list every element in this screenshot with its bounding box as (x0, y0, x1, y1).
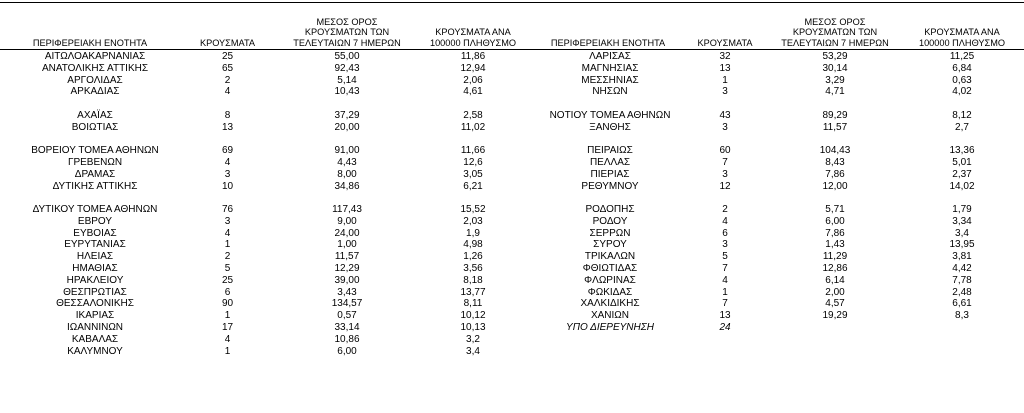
cell-per100k: 3,05 (463, 168, 483, 180)
cell-avg7: 55,00 (334, 51, 360, 62)
cell-avg7: 11,57 (822, 121, 848, 133)
table-top-rule (0, 2, 1024, 3)
cell-avg7: 7,86 (825, 168, 845, 180)
header-avg7-line2: ΚΡΟΥΣΜΑΤΩΝ ΤΩΝ (792, 27, 878, 37)
cell-avg7: 39,00 (334, 274, 360, 286)
header-per100k-left (414, 4, 532, 48)
cell-avg7: 10,43 (334, 86, 360, 98)
cell-per100k: 11,02 (460, 121, 486, 133)
cell-per100k: 2,03 (463, 215, 483, 227)
cell-region: ΑΡΚΑΔΙΑΣ (70, 86, 120, 98)
cell-region: ΘΕΣΠΡΩΤΙΑΣ (63, 286, 127, 298)
cell-cases: 1 (722, 286, 728, 298)
cell-cases: 7 (722, 263, 728, 275)
cell-per100k: 11,86 (460, 51, 486, 62)
cell-per100k: 11,66 (460, 145, 486, 157)
cell-cases: 4 (722, 274, 728, 286)
cell-region: ΑΧΑΪΑΣ (77, 109, 113, 121)
cell-avg7: 89,29 (822, 109, 848, 121)
cell-cases: 25 (221, 51, 234, 62)
cell-per100k: 5,01 (952, 157, 972, 169)
cell-avg7: 33,14 (334, 321, 360, 333)
cell-avg7: 4,71 (825, 86, 845, 98)
cell-region: ΡΟΔΟΠΗΣ (585, 204, 635, 216)
header-per100k-right (903, 4, 1021, 48)
cell-cases: 60 (719, 145, 731, 157)
cell-per100k: 10,13 (460, 321, 486, 333)
cell-region: ΗΡΑΚΛΕΙΟΥ (66, 274, 124, 286)
header-region-left (0, 4, 180, 48)
cell-cases: 6 (224, 286, 231, 298)
cell-per100k: 6,61 (952, 298, 972, 310)
cell-per100k: 12,94 (460, 62, 486, 74)
cell-per100k: 12,6 (463, 157, 483, 169)
cell-per100k: 6,84 (952, 62, 972, 74)
cell-avg7: 5,14 (337, 74, 357, 86)
cell-cases: 13 (719, 310, 731, 322)
cell-avg7: 8,43 (825, 157, 845, 169)
cell-cases: 1 (224, 310, 231, 322)
cell-avg7: 12,29 (334, 263, 360, 275)
cell-region: ΗΜΑΘΙΑΣ (72, 263, 118, 275)
cell-avg7: 11,29 (822, 251, 848, 263)
cell-cases: 2 (224, 251, 231, 263)
cell-per100k: 3,56 (463, 263, 483, 275)
cell-region: ΤΡΙΚΑΛΩΝ (584, 251, 636, 263)
cell-per100k: 3,4 (466, 345, 480, 357)
cell-cases: 3 (722, 239, 728, 251)
cell-region: ΑΝΑΤΟΛΙΚΗΣ ΑΤΤΙΚΗΣ (41, 62, 149, 74)
cell-region: ΔΥΤΙΚΗΣ ΑΤΤΙΚΗΣ (52, 180, 138, 192)
cell-avg7: 19,29 (822, 310, 848, 322)
cell-avg7: 10,86 (334, 333, 360, 345)
cell-region: ΞΑΝΘΗΣ (589, 121, 631, 133)
cell-cases: 25 (221, 274, 234, 286)
cell-per100k: 10,12 (460, 310, 486, 322)
cell-per100k: 7,78 (952, 274, 972, 286)
cell-cases: 32 (719, 51, 731, 62)
cell-avg7: 104,43 (819, 145, 851, 157)
cell-per100k: 4,98 (463, 239, 483, 251)
cell-per100k: 2,37 (952, 168, 972, 180)
cell-per100k: 3,34 (952, 215, 972, 227)
cell-per100k: 8,18 (463, 274, 483, 286)
cell-cases: 3 (722, 121, 728, 133)
cell-cases: 65 (221, 62, 234, 74)
header-avg7-line3: ΤΕΛΕΥΤΑΙΩΝ 7 ΗΜΕΡΩΝ (781, 37, 889, 48)
cell-cases: 2 (722, 204, 728, 216)
cell-per100k: 4,42 (952, 263, 972, 275)
cell-region: ΕΒΡΟΥ (77, 215, 113, 227)
cell-avg7: 92,43 (334, 62, 360, 74)
header-region-label: ΠΕΡΙΦΕΡΕΙΑΚΗ ΕΝΟΤΗΤΑ (32, 37, 148, 48)
cell-cases: 10 (221, 180, 234, 192)
cell-cases: 4 (224, 86, 231, 98)
cell-avg7: 4,43 (337, 157, 357, 169)
cell-per100k: 4,61 (463, 86, 483, 98)
cell-per100k: 8,3 (955, 310, 969, 322)
cell-region: ΝΗΣΩΝ (592, 86, 628, 98)
cell-per100k: 2,06 (463, 74, 483, 86)
cell-cases: 90 (221, 298, 234, 310)
cell-avg7: 0,57 (337, 310, 357, 322)
cell-avg7: 24,00 (334, 227, 360, 239)
cell-region: ΚΑΛΥΜΝΟΥ (67, 345, 123, 357)
cell-avg7: 3,29 (825, 74, 845, 86)
cell-cases: 4 (722, 215, 728, 227)
cell-per100k: 13,77 (460, 286, 486, 298)
cell-cases: 17 (221, 321, 234, 333)
cell-region: ΓΡΕΒΕΝΩΝ (67, 157, 123, 169)
cell-avg7: 4,57 (825, 298, 845, 310)
cell-region: ΕΥΒΟΙΑΣ (73, 227, 117, 239)
cell-region: ΔΥΤΙΚΟΥ ΤΟΜΕΑ ΑΘΗΝΩΝ (32, 204, 158, 216)
cell-cases: 13 (719, 62, 731, 74)
header-cases-label: ΚΡΟΥΣΜΑΤΑ (199, 37, 256, 48)
header-per100k-line2: 100000 ΠΛΗΘΥΣΜΟ (918, 37, 1006, 48)
cell-per100k: 0,63 (952, 74, 972, 86)
cell-avg7: 6,00 (337, 345, 357, 357)
header-region-right (533, 4, 683, 48)
cell-per100k: 14,02 (949, 180, 975, 192)
cell-cases: 4 (224, 333, 231, 345)
cell-avg7: 34,86 (334, 180, 360, 192)
cell-avg7: 134,57 (331, 298, 363, 310)
cell-region: ΦΘΙΩΤΙΔΑΣ (582, 263, 638, 275)
cell-per100k: 3,81 (952, 251, 972, 263)
cell-region: ΛΑΡΙΣΑΣ (589, 51, 631, 62)
cell-cases: 12 (719, 180, 731, 192)
cell-cases: 3 (224, 168, 231, 180)
cell-region: ΡΕΘΥΜΝΟΥ (581, 180, 639, 192)
cell-per100k: 13,36 (949, 145, 975, 157)
cell-per100k: 6,21 (463, 180, 483, 192)
header-avg7-line3: ΤΕΛΕΥΤΑΙΩΝ 7 ΗΜΕΡΩΝ (293, 37, 401, 48)
cell-per100k: 1,9 (466, 227, 480, 239)
header-avg7-line2: ΚΡΟΥΣΜΑΤΩΝ ΤΩΝ (304, 27, 390, 37)
header-per100k-line1: ΚΡΟΥΣΜΑΤΑ ΑΝΑ (435, 27, 511, 37)
cell-region: ΔΡΑΜΑΣ (74, 168, 116, 180)
cell-region: ΕΥΡΥΤΑΝΙΑΣ (64, 239, 126, 251)
cell-region: ΜΑΓΝΗΣΙΑΣ (581, 62, 639, 74)
cell-cases: 3 (224, 215, 231, 227)
cell-avg7: 6,00 (825, 215, 845, 227)
cell-per100k: 1,26 (463, 251, 483, 263)
cell-region: ΘΕΣΣΑΛΟΝΙΚΗΣ (56, 298, 134, 310)
cell-cases: 43 (719, 109, 731, 121)
cell-region: ΝΟΤΙΟΥ ΤΟΜΕΑ ΑΘΗΝΩΝ (549, 109, 671, 121)
header-cases-label: ΚΡΟΥΣΜΑΤΑ (697, 37, 753, 48)
cell-region: ΒΟΡΕΙΟΥ ΤΟΜΕΑ ΑΘΗΝΩΝ (31, 145, 159, 157)
cell-region: ΙΚΑΡΙΑΣ (75, 310, 115, 322)
cell-region: ΙΩΑΝΝΙΝΩΝ (66, 321, 124, 333)
cell-per100k: 2,48 (952, 286, 972, 298)
cell-cases: 1 (224, 239, 231, 251)
cell-region: ΠΕΛΛΑΣ (589, 157, 631, 169)
cell-cases: 2 (224, 74, 231, 86)
cell-per100k: 1,79 (952, 204, 972, 216)
cell-avg7: 37,29 (334, 109, 360, 121)
header-cases-left (180, 4, 275, 48)
cell-cases: 7 (722, 157, 728, 169)
cell-region: ΣΕΡΡΩΝ (589, 227, 631, 239)
cell-avg7: 2,00 (825, 286, 845, 298)
cell-region: ΧΑΝΙΩΝ (590, 310, 630, 322)
cell-per100k: 8,11 (463, 298, 483, 310)
cell-avg7: 20,00 (334, 121, 360, 133)
header-rule (0, 49, 1024, 50)
cell-region: ΧΑΛΚΙΔΙΚΗΣ (580, 298, 640, 310)
cell-region: ΠΙΕΡΙΑΣ (590, 168, 630, 180)
cell-avg7: 30,14 (822, 62, 848, 74)
cell-cases: 7 (722, 298, 728, 310)
cell-avg7: 7,86 (825, 227, 845, 239)
cell-avg7: 11,57 (334, 251, 360, 263)
cell-per100k: 2,7 (955, 121, 969, 133)
cell-region: ΠΕΙΡΑΙΩΣ (587, 145, 633, 157)
cell-avg7: 3,43 (337, 286, 357, 298)
cell-cases: 8 (224, 109, 231, 121)
cell-cases: 24 (719, 321, 731, 333)
cell-avg7: 5,71 (825, 204, 845, 216)
header-region-label: ΠΕΡΙΦΕΡΕΙΑΚΗ ΕΝΟΤΗΤΑ (550, 37, 666, 48)
header-cases-right (685, 4, 765, 48)
cell-cases: 5 (224, 263, 231, 275)
header-per100k-line1: ΚΡΟΥΣΜΑΤΑ ΑΝΑ (924, 27, 1000, 37)
cell-cases: 6 (722, 227, 728, 239)
cell-avg7: 9,00 (337, 215, 357, 227)
cell-per100k: 15,52 (460, 204, 486, 216)
cell-region: ΗΛΕΙΑΣ (76, 251, 114, 263)
cell-region: ΦΛΩΡΙΝΑΣ (584, 274, 636, 286)
cell-cases: 3 (722, 86, 728, 98)
cell-region: ΜΕΣΣΗΝΙΑΣ (581, 74, 639, 86)
cell-avg7: 117,43 (332, 204, 362, 216)
cell-avg7: 91,00 (334, 145, 360, 157)
cell-cases: 1 (722, 74, 728, 86)
cell-cases: 3 (722, 168, 728, 180)
cell-per100k: 8,12 (952, 109, 972, 121)
cell-per100k: 11,25 (949, 51, 975, 62)
cell-per100k: 4,02 (952, 86, 972, 98)
cell-cases: 5 (722, 251, 728, 263)
cell-region: ΚΑΒΑΛΑΣ (71, 333, 119, 345)
cell-avg7: 12,00 (822, 180, 848, 192)
header-avg7-line1: ΜΕΣΟΣ ΟΡΟΣ (804, 16, 866, 27)
cell-per100k: 3,4 (955, 227, 969, 239)
cell-region: ΑΙΤΩΛΟΑΚΑΡΝΑΝΙΑΣ (44, 51, 146, 62)
cell-per100k: 2,58 (463, 109, 483, 121)
cell-region: ΒΟΙΩΤΙΑΣ (71, 121, 119, 133)
cell-per100k: 13,95 (949, 239, 975, 251)
cell-avg7: 1,00 (337, 239, 357, 251)
cell-cases: 69 (221, 145, 234, 157)
cell-avg7: 6,14 (825, 274, 845, 286)
cell-cases: 1 (224, 345, 231, 357)
cell-per100k: 3,2 (466, 333, 480, 345)
cell-avg7: 53,29 (822, 51, 848, 62)
cell-cases: 4 (224, 227, 231, 239)
cell-region: ΦΩΚΙΔΑΣ (587, 286, 633, 298)
cell-region: ΥΠΟ ΔΙΕΡΕΥΝΗΣΗ (566, 321, 654, 333)
header-avg7-left (282, 4, 412, 48)
cell-region: ΡΟΔΟΥ (592, 215, 628, 227)
cell-cases: 76 (221, 204, 234, 216)
cell-avg7: 12,86 (822, 263, 848, 275)
cell-region: ΣΥΡΟΥ (593, 239, 627, 251)
cell-avg7: 1,43 (825, 239, 845, 251)
cell-cases: 13 (221, 121, 234, 133)
cell-region: ΑΡΓΟΛΙΔΑΣ (67, 74, 123, 86)
cell-cases: 4 (224, 157, 231, 169)
header-avg7-line1: ΜΕΣΟΣ ΟΡΟΣ (316, 16, 378, 27)
header-per100k-line2: 100000 ΠΛΗΘΥΣΜΟ (429, 37, 517, 48)
header-avg7-right (770, 4, 900, 48)
cell-avg7: 8,00 (337, 168, 357, 180)
